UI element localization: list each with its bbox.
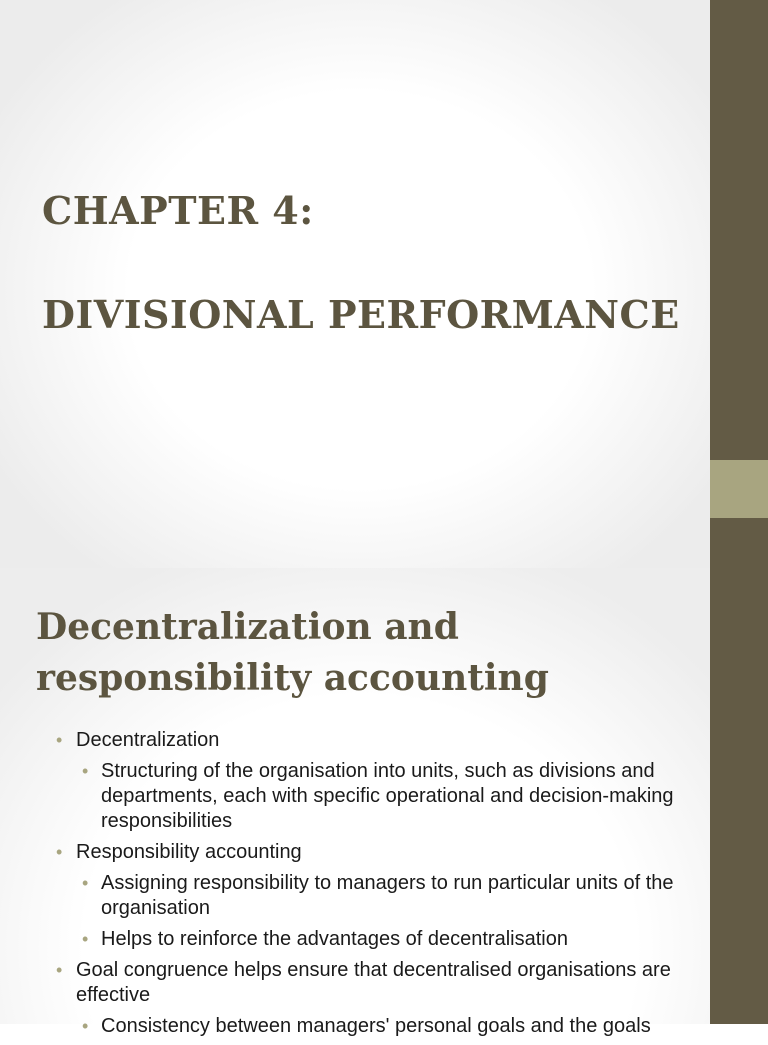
bullet-item: • Decentralization [56, 728, 706, 753]
chapter-title [42, 188, 680, 337]
sidebar-stripe [710, 568, 768, 1024]
bullet-list [56, 728, 706, 1045]
sub-bullet-item: • Structuring of the organisation into units, such as divisions and departments, each with specific operational and decision-making responsibilities [56, 759, 706, 834]
sub-bullet-item: • Helps to reinforce the advantages of decentralisation [56, 927, 706, 952]
sub-bullet-item: • Assigning responsibility to managers to run particular units of the organisation [56, 871, 706, 921]
slide-decentralization [0, 568, 768, 1037]
sub-bullet-item: • Consistency between managers' personal goals and the goals [56, 1014, 706, 1039]
chapter-number: CHAPTER 4: [42, 188, 314, 233]
chapter-name: DIVISIONAL PERFORMANCE [42, 291, 680, 337]
bullet-item: • Responsibility accounting [56, 840, 706, 865]
bullet-item: • Goal congruence helps ensure that decentralised organisations are effective [56, 958, 706, 1008]
slide-title: Decentralization and responsibility accounting [36, 606, 549, 699]
sidebar-accent-block [710, 460, 768, 518]
